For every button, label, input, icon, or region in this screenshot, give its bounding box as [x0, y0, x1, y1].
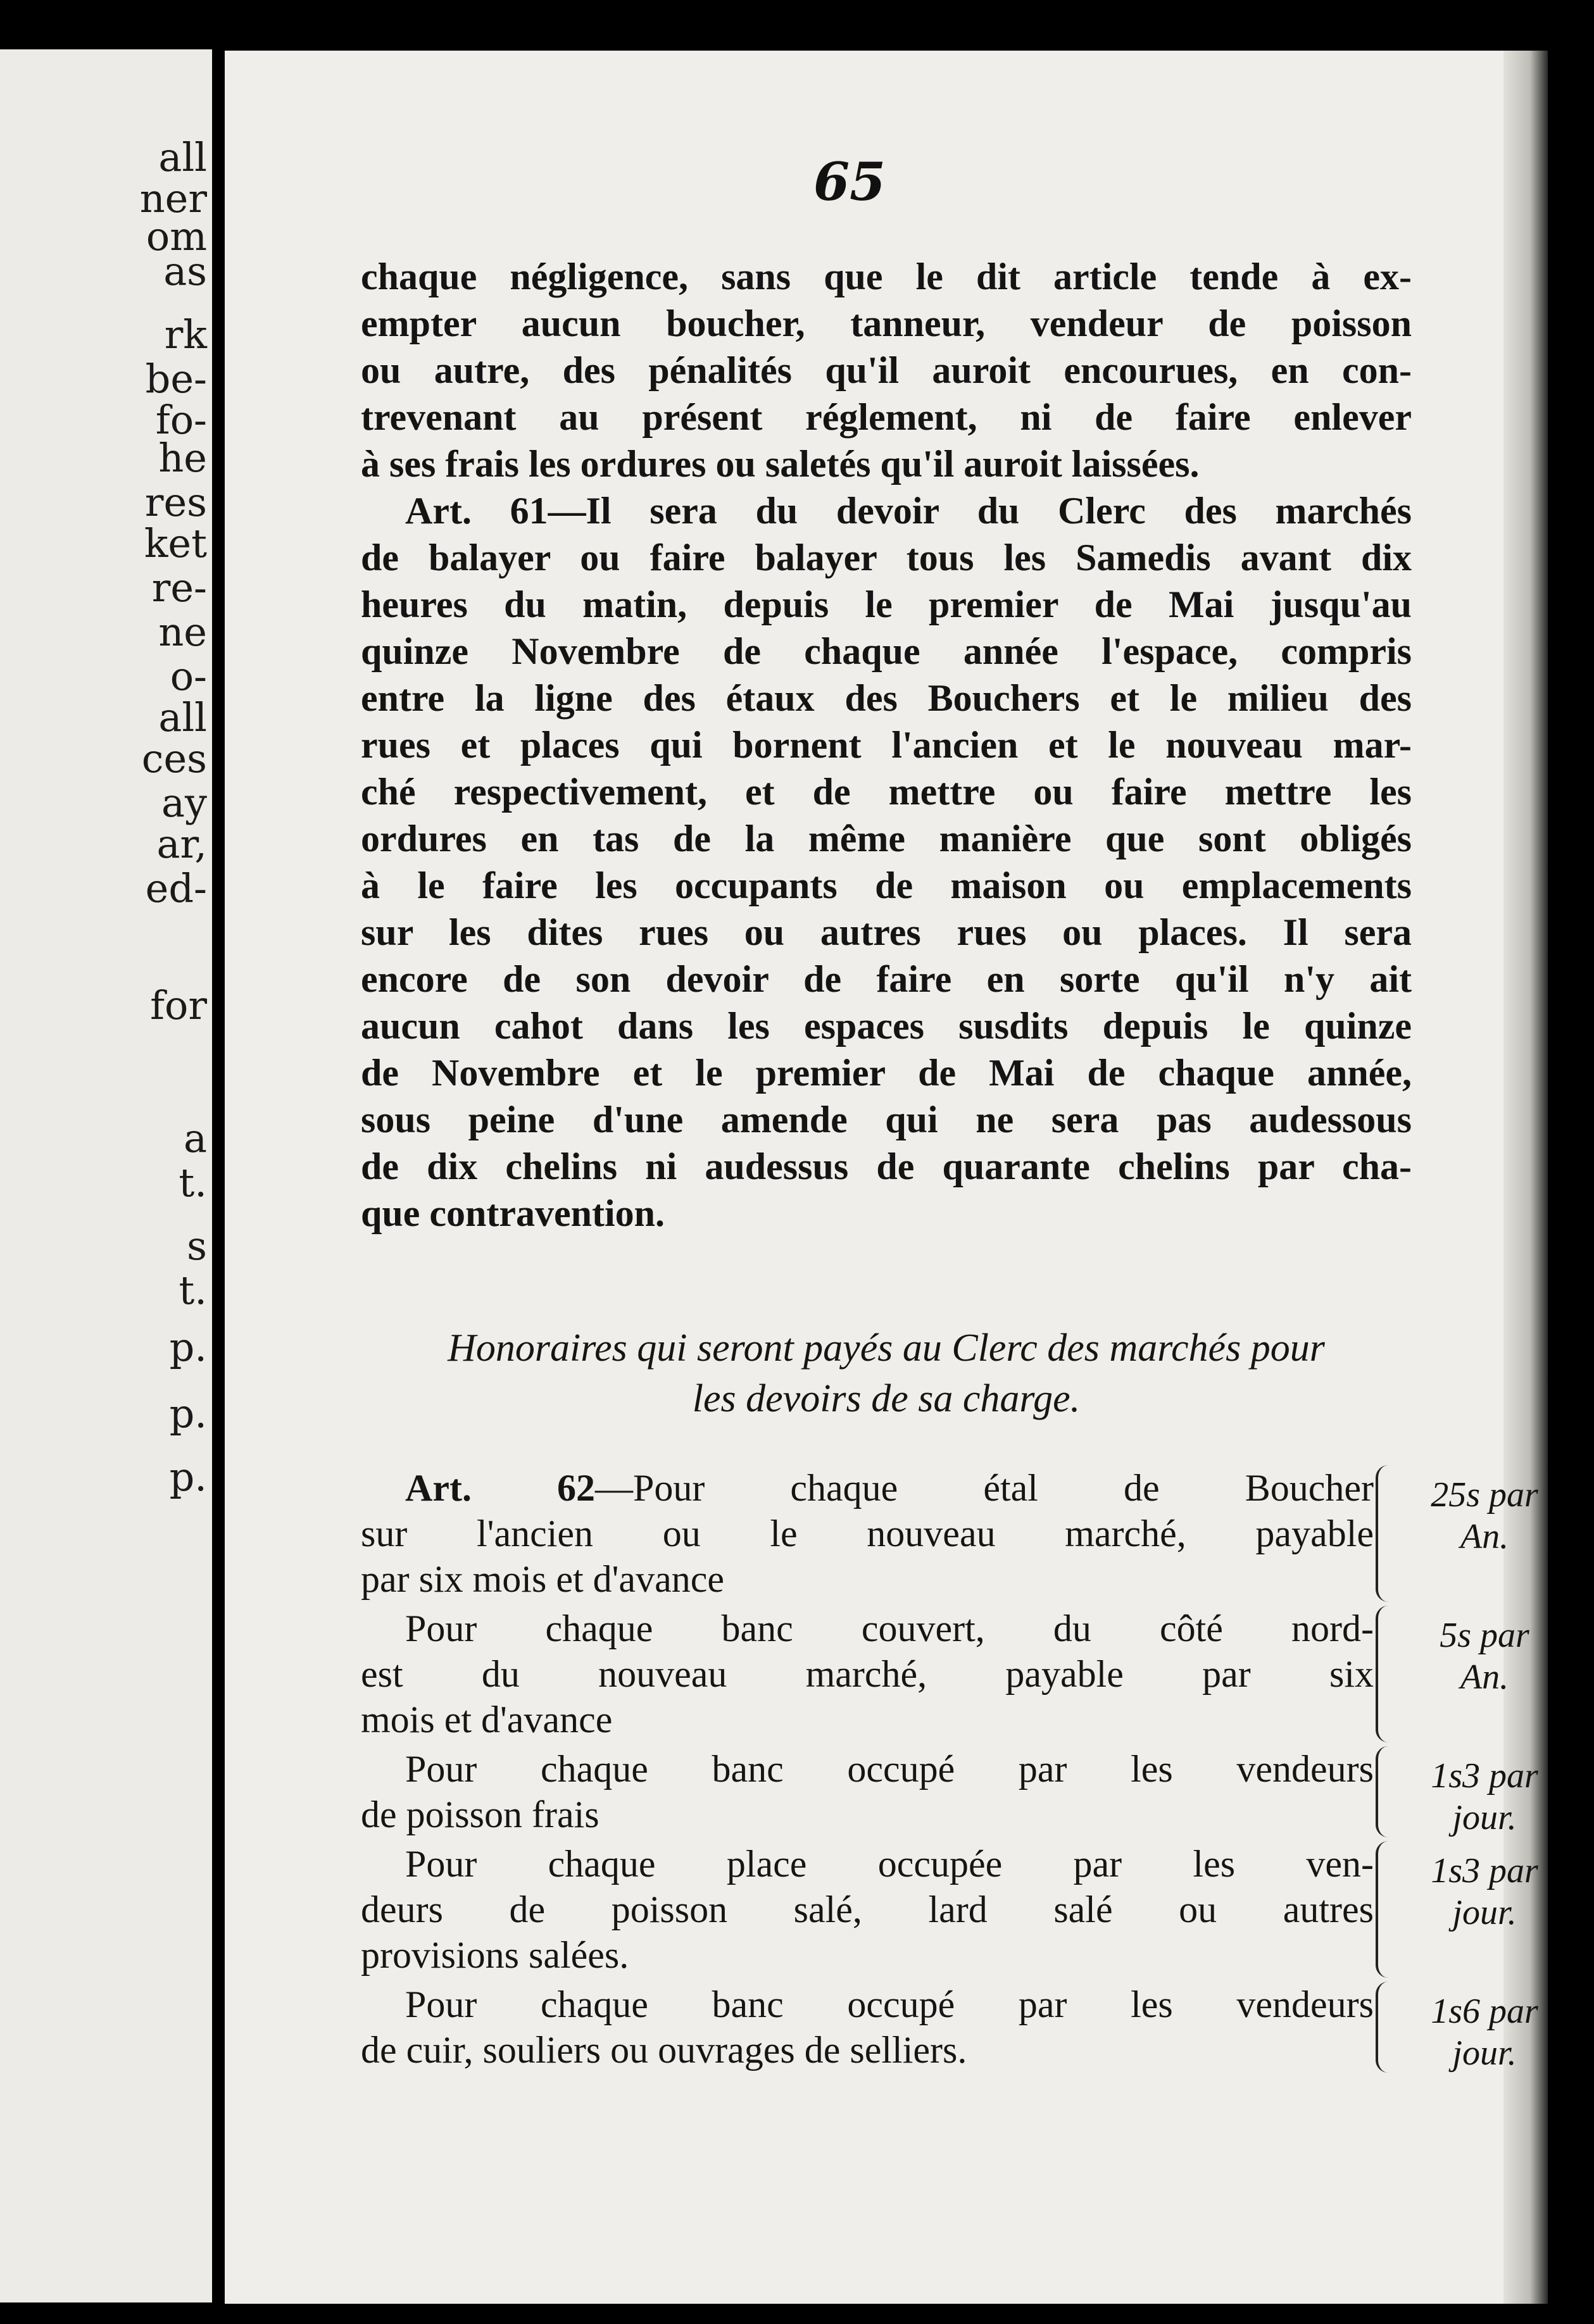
fee-amount-period: jour.: [1452, 1893, 1517, 1932]
text-line: entre la ligne des étaux des Bouchers et le milieu des: [361, 677, 1412, 719]
left-page-fragment: t.: [179, 1267, 207, 1313]
text-line: [361, 1792, 1374, 1837]
text-line: [361, 1932, 1374, 1978]
left-page-fragment: res: [144, 479, 207, 525]
text-line: rues et places qui bornent l'ancien et le nouveau mar-: [361, 724, 1412, 766]
fee-amount-period: jour.: [1452, 2034, 1517, 2073]
left-page-fragment: s: [187, 1223, 207, 1269]
text-fragment: —Pour chaque étal de Boucher: [595, 1467, 1374, 1509]
text-line: ordures en tas de la même manière que sont obligés: [361, 818, 1412, 859]
text-line: [361, 1606, 1374, 1651]
left-page-fragment: re-: [151, 565, 207, 611]
brace-mark: [1376, 1606, 1403, 1742]
left-page-fragment: a: [184, 1115, 207, 1161]
fee-amount-period: An.: [1460, 1658, 1509, 1697]
left-page-fragment: p.: [169, 1390, 207, 1437]
text-line: à ses frais les ordures ou saletés qu'il auroit laissées.: [361, 443, 1200, 485]
article-61: [361, 487, 1412, 1237]
left-page-fragment: for: [150, 982, 207, 1028]
text-fragment: Pour chaque banc occupé par les vendeurs: [405, 1984, 1374, 2025]
text-fragment: sur l'ancien ou le nouveau marché, payable: [361, 1513, 1374, 1554]
left-page-fragment: all: [158, 134, 207, 180]
text-line: [361, 1511, 1374, 1556]
text-line: encore de son devoir de faire en sorte qu'il n'y ait: [361, 958, 1412, 1000]
brace-mark: [1376, 1465, 1403, 1602]
heading-line: Honoraires qui seront payés au Clerc des marchés pour: [448, 1327, 1325, 1370]
left-page-fragment: ner: [139, 175, 207, 222]
text-line: que contravention.: [361, 1192, 665, 1234]
text-fragment: Pour chaque banc occupé par les vendeurs: [405, 1748, 1374, 1790]
text-fragment: —Il sera du devoir du Clerc des marchés: [548, 490, 1412, 532]
article-label: Art. 61: [405, 490, 548, 532]
left-page-fragment: o-: [170, 653, 207, 699]
article-label: Art. 62: [405, 1467, 596, 1509]
fee-amount-period: An.: [1460, 1517, 1509, 1556]
fee-row: [361, 1606, 1529, 1742]
left-page-fragment: om: [146, 213, 207, 259]
text-line: [361, 1887, 1374, 1932]
page-number: 65: [813, 152, 886, 213]
text-line: de Novembre et le premier de Mai de chaque année,: [361, 1052, 1412, 1094]
fee-amount-value: 5s par: [1440, 1616, 1529, 1655]
text-fragment: Pour chaque place occupée par les ven-: [405, 1843, 1374, 1885]
fee-amount: [1412, 1990, 1548, 2074]
text-fragment: Pour chaque banc couvert, du côté nord-: [405, 1608, 1374, 1649]
fee-description: [361, 1982, 1374, 2073]
text-fragment: provisions salées.: [361, 1934, 629, 1976]
left-page-margin: [0, 49, 212, 2302]
fee-description: [361, 1606, 1374, 1742]
fee-table: [361, 1465, 1538, 2077]
fee-row: [361, 1465, 1538, 1602]
book-page: [225, 51, 1548, 2304]
fee-description: [361, 1841, 1374, 1978]
left-page-fragment: p.: [169, 1454, 207, 1500]
fee-amount-value: 1s3 par: [1431, 1756, 1538, 1796]
text-line: de dix chelins ni audessus de quarante chelins par cha-: [361, 1146, 1412, 1187]
text-line: ou autre, des pénalités qu'il auroit encourues, en con-: [361, 349, 1412, 391]
brace-mark: [1376, 1841, 1403, 1978]
text-line: sous peine d'une amende qui ne sera pas audessous: [361, 1099, 1412, 1140]
text-fragment: mois et d'avance: [361, 1699, 613, 1740]
text-line: [361, 1651, 1374, 1697]
left-page-fragment: ces: [141, 735, 207, 782]
brace-mark: [1376, 1982, 1403, 2073]
left-page-fragment: ay: [161, 780, 207, 826]
brace-mark: [1376, 1746, 1403, 1837]
text-fragment: de cuir, souliers ou ouvrages de selliers.: [361, 2029, 967, 2071]
fee-amount-value: 25s par: [1431, 1475, 1538, 1515]
text-line: [361, 1556, 1374, 1602]
fee-description: [361, 1465, 1374, 1602]
text-line: chaque négligence, sans que le dit article tende à ex-: [361, 256, 1412, 297]
text-line: à le faire les occupants de maison ou emplacements: [361, 865, 1412, 906]
left-page-fragment: t.: [179, 1159, 207, 1206]
text-line: sur les dites rues ou autres rues ou places. Il sera: [361, 911, 1412, 953]
text-line: heures du matin, depuis le premier de Mai jusqu'au: [361, 584, 1412, 625]
text-fragment: par six mois et d'avance: [361, 1558, 724, 1600]
text-line: [361, 1982, 1374, 2027]
text-fragment: deurs de poisson salé, lard salé ou autres: [361, 1889, 1374, 1930]
text-line: [361, 1465, 1374, 1511]
body-text: [361, 253, 1412, 1237]
text-line: [361, 487, 1412, 534]
left-page-fragment: ed-: [145, 865, 207, 911]
left-page-fragment: all: [158, 694, 207, 740]
fee-amount-value: 1s6 par: [1431, 1992, 1538, 2031]
left-page-fragment: be-: [145, 356, 207, 402]
fee-amount: [1412, 1615, 1548, 1698]
fee-row: [361, 1841, 1538, 1978]
text-line: [361, 2027, 1374, 2073]
text-fragment: de poisson frais: [361, 1794, 599, 1835]
text-line: empter aucun boucher, tanneur, vendeur de poisson: [361, 303, 1412, 344]
fee-row: [361, 1746, 1538, 1837]
fee-description: [361, 1746, 1374, 1837]
left-page-fragment: ket: [144, 520, 207, 566]
left-page-fragment: ne: [158, 609, 207, 655]
left-page-fragment: p.: [169, 1324, 207, 1370]
left-page-fragment: he: [158, 435, 207, 481]
section-heading: [361, 1323, 1412, 1424]
text-line: [361, 1697, 1374, 1742]
paragraph-1: [361, 253, 1412, 487]
text-line: [361, 1841, 1374, 1887]
text-line: ché respectivement, et de mettre ou faire mettre les: [361, 771, 1412, 813]
text-line: aucun cahot dans les espaces susdits depuis le quinze: [361, 1005, 1412, 1047]
text-line: [361, 1746, 1374, 1792]
fee-amount: [1412, 1850, 1548, 1934]
text-line: trevenant au présent réglement, ni de faire enlever: [361, 396, 1412, 438]
text-line: de balayer ou faire balayer tous les Samedis avant dix: [361, 537, 1412, 578]
fee-row: [361, 1982, 1538, 2073]
text-fragment: est du nouveau marché, payable par six: [361, 1653, 1374, 1695]
text-line: quinze Novembre de chaque année l'espace, compris: [361, 630, 1412, 672]
heading-line: les devoirs de sa charge.: [692, 1377, 1081, 1420]
fee-amount: [1412, 1474, 1548, 1558]
fee-amount-period: jour.: [1452, 1798, 1517, 1837]
left-page-fragment: as: [163, 248, 207, 294]
left-page-fragment: fo-: [155, 397, 207, 443]
left-page-fragment: rk: [164, 311, 207, 358]
page-edge: [1503, 51, 1548, 2304]
left-page-fragment: ar,: [156, 821, 207, 867]
fee-amount: [1412, 1755, 1548, 1839]
fee-amount-value: 1s3 par: [1431, 1851, 1538, 1890]
